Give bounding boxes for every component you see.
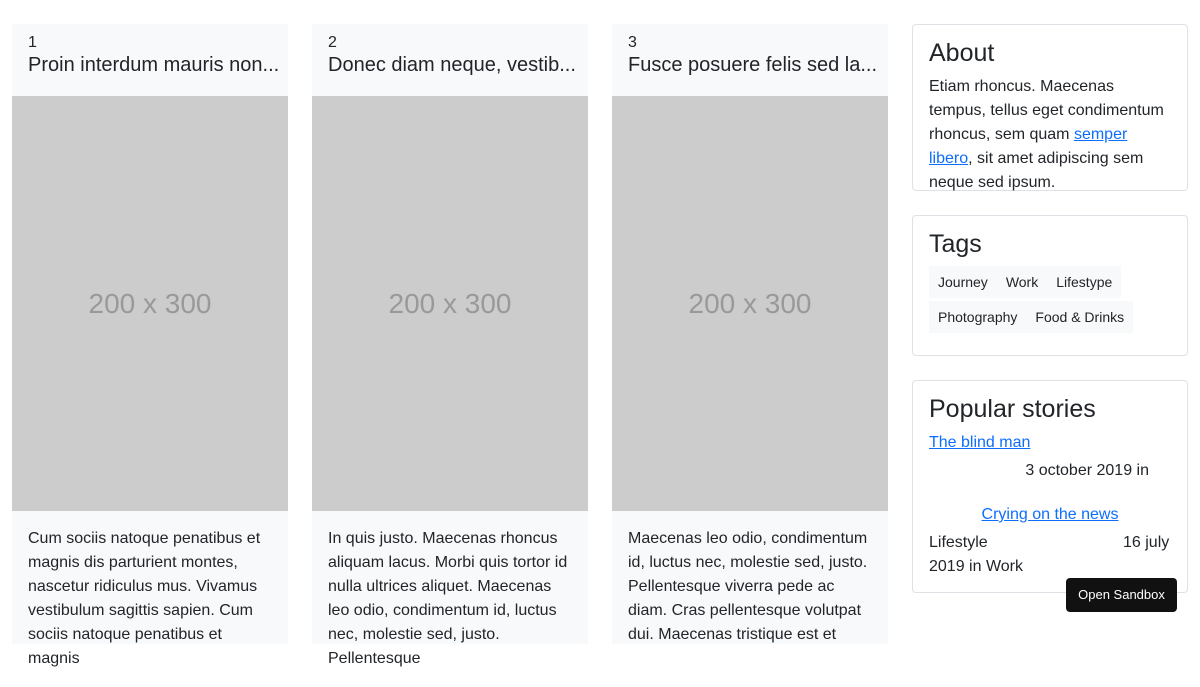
image-size-label: 200 x 300 xyxy=(88,287,212,319)
story-link-crying-on-the-news[interactable]: Crying on the news xyxy=(981,506,1119,523)
post-title[interactable]: Proin interdum mauris non... xyxy=(28,54,280,76)
post-number: 2 xyxy=(328,34,337,51)
post-card[interactable] xyxy=(612,24,888,644)
story-category: Lifestyle xyxy=(929,534,988,551)
tag-work[interactable]: Work xyxy=(997,266,1047,298)
about-heading: About xyxy=(929,39,995,67)
post-header xyxy=(612,24,888,96)
post-header xyxy=(312,24,588,96)
post-excerpt: In quis justo. Maecenas rhoncus aliquam lacus. Morbi quis tortor id nulla ultrices aliquet. Maecenas leo odio, condimentum id, luctus nec, molestie sed, justo. Pellentesque xyxy=(328,530,568,667)
semper-libero-link[interactable]: semper libero xyxy=(929,126,1128,167)
tag-food-drinks[interactable]: Food & Drinks xyxy=(1026,301,1133,333)
tags-widget xyxy=(912,215,1188,356)
post-excerpt: Maecenas leo odio, condimentum id, luctus nec, molestie sed, justo. Pellentesque viverra pede ac diam. Cras pellentesque volutpat dui. Maecenas tristique est et xyxy=(628,530,868,643)
about-text: Etiam rhoncus. Maecenas tempus, tellus eget condimentum rhoncus, sem quam semper libero, sit amet adipiscing sem neque sed ipsum. xyxy=(929,78,1164,191)
post-card[interactable] xyxy=(12,24,288,667)
post-number: 3 xyxy=(628,34,637,51)
popular-stories-widget xyxy=(912,380,1188,593)
post-title[interactable]: Donec diam neque, vestib... xyxy=(328,54,576,76)
post-image-placeholder xyxy=(12,96,288,511)
story-link-blind-man[interactable]: The blind man xyxy=(929,434,1031,451)
tag-lifestype[interactable]: Lifestype xyxy=(1047,266,1121,298)
tag-photography[interactable]: Photography xyxy=(929,301,1026,333)
tags-heading: Tags xyxy=(929,230,982,258)
post-header xyxy=(12,24,288,96)
post-card[interactable] xyxy=(312,24,588,667)
post-image-placeholder xyxy=(312,96,588,511)
tag-list xyxy=(929,266,1171,333)
post-image-placeholder xyxy=(612,96,888,511)
post-title[interactable]: Fusce posuere felis sed la... xyxy=(628,54,878,76)
story-date: 3 october 2019 in xyxy=(1025,462,1149,479)
story-date: 16 july 2019 in Work xyxy=(929,534,1170,575)
tag-journey[interactable]: Journey xyxy=(929,266,997,298)
open-sandbox-button[interactable]: Open Sandbox xyxy=(1066,578,1177,612)
popular-stories-heading: Popular stories xyxy=(929,395,1096,423)
about-widget xyxy=(912,24,1188,191)
image-size-label: 200 x 300 xyxy=(388,287,512,319)
post-excerpt: Cum sociis natoque penatibus et magnis dis parturient montes, nascetur ridiculus mus. Vivamus vestibulum sagittis sapien. Cum sociis natoque penatibus et magnis xyxy=(28,530,261,667)
post-number: 1 xyxy=(28,34,37,51)
image-size-label: 200 x 300 xyxy=(688,287,812,319)
story-meta xyxy=(929,531,1171,575)
